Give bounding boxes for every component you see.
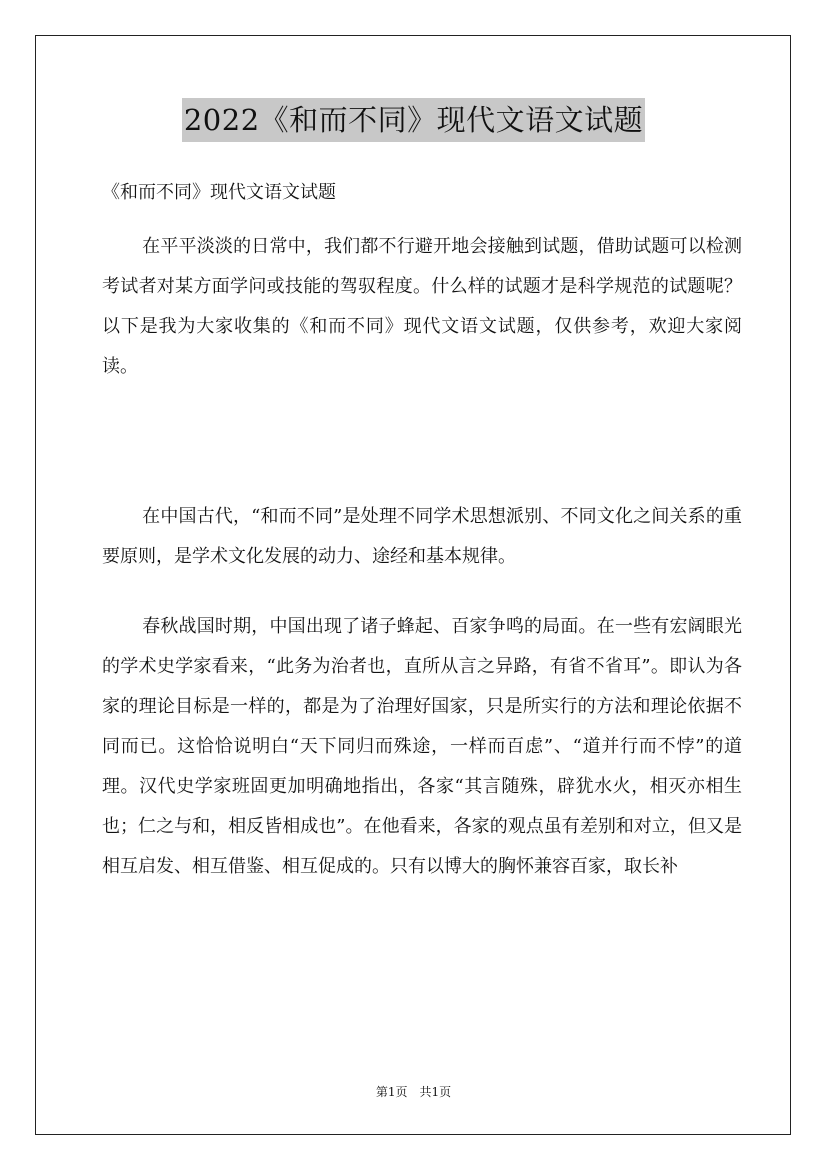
document-subtitle: 《和而不同》现代文语文试题	[102, 182, 336, 203]
paragraph-intro	[102, 227, 742, 387]
document-title: 2022《和而不同》现代文语文试题	[182, 98, 645, 142]
page-footer: 第1页 共1页	[375, 1085, 452, 1099]
paragraph-text: 在中国古代，“和而不同”是处理不同学术思想派别、不同文化之间关系的重要原则，是学术文化发展的动力、途经和基本规律。	[102, 506, 742, 567]
title-container	[0, 98, 827, 142]
paragraph-principle	[102, 497, 742, 577]
paragraph-text: 春秋战国时期，中国出现了诸子蜂起、百家争鸣的局面。在一些有宏阔眼光的学术史学家看来，“此务为治者也，直所从言之异路，有省不省耳”。即认为各家的理论目标是一样的，都是为了治理好国家，只是所实行的方法和理论依据不同而已。这恰恰说明白“天下同归而殊途，一样而百虑”、“道并行而不悖”的道理。汉代史学家班固更加明确地指出，各家“其言随殊，辟犹水火，相灭亦相生也；仁之与和，相反皆相成也”。在他看来，各家的观点虽有差别和对立，但又是相互启发、相互借鉴、相互促成的。只有以博大的胸怀兼容百家，取长补	[102, 616, 742, 877]
paragraph-history	[102, 607, 742, 887]
paragraph-text: 在平平淡淡的日常中，我们都不行避开地会接触到试题，借助试题可以检测考试者对某方面学问或技能的驾驭程度。什么样的试题才是科学规范的试题呢？以下是我为大家收集的《和而不同》现代文语文试题，仅供参考，欢迎大家阅读。	[102, 236, 742, 377]
